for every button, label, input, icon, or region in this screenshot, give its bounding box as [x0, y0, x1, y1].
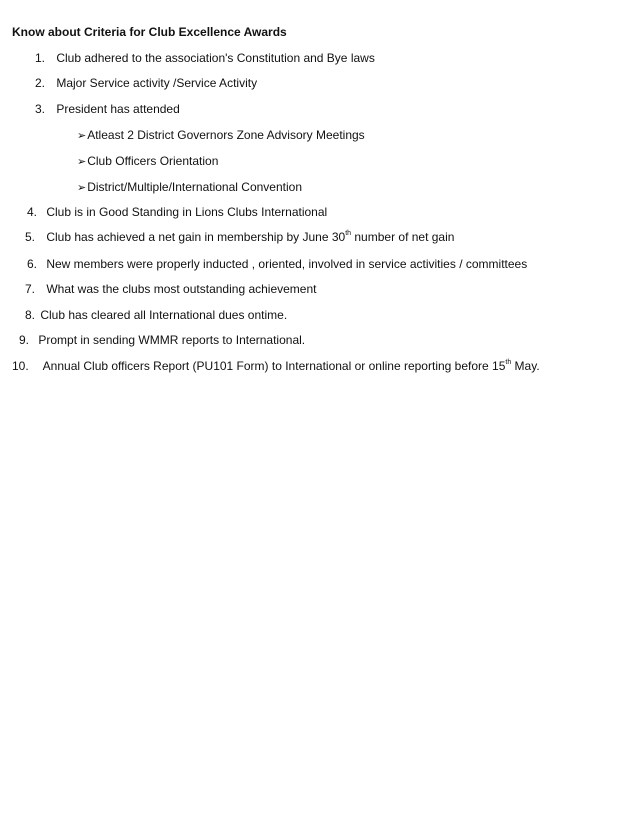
- item-number: 3.: [35, 102, 46, 116]
- item-number: 9.: [19, 333, 30, 347]
- item-number: 10.: [12, 359, 29, 373]
- list-item: [35, 76, 257, 90]
- arrow-bullet-icon: ➢: [77, 156, 87, 168]
- sub-item-text: Atleast 2 District Governors Zone Advisory Meetings: [87, 128, 365, 142]
- arrow-bullet-icon: ➢: [77, 130, 87, 142]
- document-heading: Know about Criteria for Club Excellence Awards: [12, 25, 287, 39]
- list-item: [27, 257, 527, 271]
- item-text: Major Service activity /Service Activity: [56, 76, 258, 90]
- list-item: [25, 282, 316, 296]
- item-number: 7.: [25, 282, 36, 296]
- superscript: th: [345, 230, 352, 237]
- item-number: 4.: [27, 205, 38, 219]
- sub-list-item: [77, 128, 365, 143]
- item-number: 6.: [27, 257, 38, 271]
- item-text: President has attended: [56, 102, 180, 116]
- sub-item-text: District/Multiple/International Convention: [87, 180, 302, 194]
- item-text: Prompt in sending WMMR reports to International.: [38, 333, 306, 347]
- item-number: 2.: [35, 76, 46, 90]
- superscript: th: [505, 359, 512, 366]
- sub-list-item: [77, 180, 302, 195]
- arrow-bullet-icon: ➢: [77, 182, 87, 194]
- item-text: Club is in Good Standing in Lions Clubs International: [46, 205, 328, 219]
- item-text: What was the clubs most outstanding achievement: [46, 282, 317, 296]
- item-text: Club has achieved a net gain in membership by June 30th number of net gain: [46, 230, 455, 244]
- list-item: [25, 308, 287, 322]
- item-text: Annual Club officers Report (PU101 Form) to International or online reporting before 15th May.: [42, 359, 540, 373]
- list-item: [25, 230, 454, 244]
- list-item: [19, 333, 305, 347]
- list-item: [27, 205, 327, 219]
- item-text: New members were properly inducted , oriented, involved in service activities / committees: [46, 257, 528, 271]
- item-number: 8.: [25, 308, 36, 322]
- item-number: 5.: [25, 230, 36, 244]
- list-item: [35, 102, 180, 116]
- item-text: Club has cleared all International dues ontime.: [40, 308, 288, 322]
- list-item: [35, 51, 375, 65]
- item-text: Club adhered to the association's Constitution and Bye laws: [56, 51, 375, 65]
- item-number: 1.: [35, 51, 46, 65]
- list-item: [12, 359, 540, 373]
- sub-list-item: [77, 154, 218, 169]
- sub-item-text: Club Officers Orientation: [87, 154, 219, 168]
